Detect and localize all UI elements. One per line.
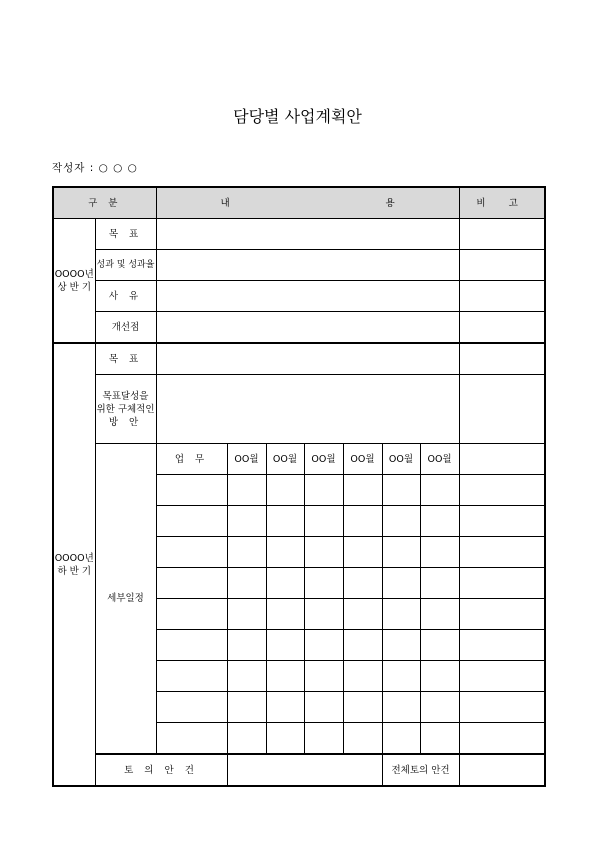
first-half-reason-note[interactable] — [459, 281, 545, 312]
first-half-result-note[interactable] — [459, 250, 545, 281]
schedule-task-cell[interactable] — [156, 568, 227, 599]
first-half-reason-label: 사 유 — [95, 281, 156, 312]
page-title: 담당별 사업계획안 — [233, 107, 362, 126]
footer-overall-agenda-content[interactable] — [459, 754, 545, 786]
plan-label-line1: 목표달성을 — [102, 390, 149, 402]
schedule-cell[interactable] — [382, 599, 420, 630]
schedule-note-cell[interactable] — [459, 599, 545, 630]
second-half-goal-note[interactable] — [459, 343, 545, 375]
schedule-cell[interactable] — [343, 537, 382, 568]
schedule-task-cell[interactable] — [156, 692, 227, 723]
schedule-cell[interactable] — [227, 692, 266, 723]
schedule-cell[interactable] — [420, 723, 459, 755]
schedule-cell[interactable] — [382, 661, 420, 692]
schedule-cell[interactable] — [382, 537, 420, 568]
footer-row — [53, 754, 545, 786]
schedule-note-cell[interactable] — [459, 661, 545, 692]
schedule-month-4: OO월 — [343, 444, 382, 475]
header-naeyong — [156, 187, 459, 219]
schedule-note-cell[interactable] — [459, 568, 545, 599]
header-naeyong-right: 용 — [385, 197, 395, 209]
second-half-label-period: 하 반 기 — [57, 565, 92, 577]
schedule-cell[interactable] — [382, 692, 420, 723]
schedule-header-row — [53, 444, 545, 475]
schedule-cell[interactable] — [266, 568, 304, 599]
schedule-cell[interactable] — [304, 723, 343, 755]
schedule-month-1: OO월 — [227, 444, 266, 475]
second-half-plan-content[interactable] — [156, 375, 459, 444]
schedule-cell[interactable] — [343, 475, 382, 506]
schedule-task-cell[interactable] — [156, 599, 227, 630]
schedule-cell[interactable] — [420, 568, 459, 599]
schedule-cell[interactable] — [343, 661, 382, 692]
first-half-goal-note[interactable] — [459, 219, 545, 250]
schedule-cell[interactable] — [343, 692, 382, 723]
schedule-cell[interactable] — [343, 723, 382, 755]
footer-overall-agenda-label: 전체토의 안건 — [382, 754, 459, 786]
schedule-cell[interactable] — [420, 537, 459, 568]
schedule-cell[interactable] — [382, 723, 420, 755]
schedule-month-3: OO월 — [304, 444, 343, 475]
schedule-cell[interactable] — [420, 475, 459, 506]
schedule-note-cell[interactable] — [459, 723, 545, 755]
schedule-task-cell[interactable] — [156, 537, 227, 568]
schedule-cell[interactable] — [227, 506, 266, 537]
schedule-cell[interactable] — [227, 537, 266, 568]
schedule-cell[interactable] — [420, 599, 459, 630]
schedule-cell[interactable] — [343, 568, 382, 599]
schedule-cell[interactable] — [420, 506, 459, 537]
schedule-cell[interactable] — [266, 692, 304, 723]
schedule-cell[interactable] — [304, 475, 343, 506]
second-half-goal-label: 목 표 — [95, 343, 156, 375]
second-half-plan-label — [95, 375, 156, 444]
first-half-row-result — [53, 250, 545, 281]
first-half-result-label: 성과 및 성과율 — [95, 250, 156, 281]
schedule-cell[interactable] — [227, 630, 266, 661]
schedule-note-cell[interactable] — [459, 537, 545, 568]
schedule-cell[interactable] — [382, 568, 420, 599]
schedule-task-header: 업 무 — [156, 444, 227, 475]
footer-agenda-label: 토 의 안 건 — [95, 754, 227, 786]
schedule-cell[interactable] — [304, 661, 343, 692]
schedule-cell[interactable] — [343, 599, 382, 630]
schedule-header-note[interactable] — [459, 444, 545, 475]
schedule-cell[interactable] — [304, 537, 343, 568]
author-line: 작성자 : ○ ○ ○ — [52, 162, 138, 174]
schedule-label: 세부일정 — [95, 444, 156, 755]
schedule-note-cell[interactable] — [459, 475, 545, 506]
schedule-task-cell[interactable] — [156, 630, 227, 661]
first-half-reason-content[interactable] — [156, 281, 459, 312]
schedule-month-6: OO월 — [420, 444, 459, 475]
first-half-improve-content[interactable] — [156, 312, 459, 344]
second-half-plan-note[interactable] — [459, 375, 545, 444]
schedule-cell[interactable] — [227, 568, 266, 599]
schedule-cell[interactable] — [227, 475, 266, 506]
schedule-cell[interactable] — [382, 630, 420, 661]
footer-agenda-content[interactable] — [227, 754, 382, 786]
first-half-goal-content[interactable] — [156, 219, 459, 250]
schedule-note-cell[interactable] — [459, 692, 545, 723]
first-half-row-goal — [53, 219, 545, 250]
second-half-row-plan — [53, 375, 545, 444]
first-half-row-improve — [53, 312, 545, 344]
schedule-cell[interactable] — [420, 630, 459, 661]
schedule-cell[interactable] — [420, 692, 459, 723]
header-naeyong-left: 내 — [220, 197, 230, 209]
schedule-task-cell[interactable] — [156, 475, 227, 506]
first-half-improve-note[interactable] — [459, 312, 545, 344]
schedule-cell[interactable] — [420, 661, 459, 692]
schedule-cell[interactable] — [343, 630, 382, 661]
schedule-cell[interactable] — [266, 506, 304, 537]
schedule-cell[interactable] — [227, 661, 266, 692]
schedule-cell[interactable] — [266, 630, 304, 661]
schedule-task-cell[interactable] — [156, 723, 227, 755]
first-half-label — [53, 219, 95, 344]
schedule-cell[interactable] — [266, 475, 304, 506]
schedule-task-cell[interactable] — [156, 506, 227, 537]
schedule-cell[interactable] — [304, 599, 343, 630]
schedule-cell[interactable] — [382, 506, 420, 537]
schedule-cell[interactable] — [304, 568, 343, 599]
schedule-cell[interactable] — [227, 599, 266, 630]
schedule-cell[interactable] — [304, 506, 343, 537]
business-plan-form — [52, 186, 546, 787]
schedule-task-cell[interactable] — [156, 661, 227, 692]
second-half-label — [53, 343, 95, 786]
first-half-label-year: OOOO년 — [54, 268, 94, 280]
schedule-cell[interactable] — [266, 599, 304, 630]
schedule-note-cell[interactable] — [459, 630, 545, 661]
schedule-cell[interactable] — [343, 506, 382, 537]
first-half-goal-label: 목 표 — [95, 219, 156, 250]
header-bigo: 비 고 — [459, 187, 545, 219]
schedule-cell[interactable] — [382, 475, 420, 506]
first-half-result-content[interactable] — [156, 250, 459, 281]
plan-label-line2: 위한 구체적인 — [96, 403, 155, 415]
second-half-row-goal — [53, 343, 545, 375]
schedule-cell[interactable] — [304, 692, 343, 723]
schedule-cell[interactable] — [266, 723, 304, 755]
second-half-goal-content[interactable] — [156, 343, 459, 375]
header-gubun: 구 분 — [53, 187, 156, 219]
first-half-label-period: 상 반 기 — [57, 281, 92, 293]
header-row — [53, 187, 545, 219]
schedule-cell[interactable] — [266, 661, 304, 692]
schedule-cell[interactable] — [227, 723, 266, 755]
schedule-month-2: OO월 — [266, 444, 304, 475]
schedule-cell[interactable] — [266, 537, 304, 568]
second-half-label-year: OOOO년 — [54, 552, 94, 564]
schedule-month-5: OO월 — [382, 444, 420, 475]
first-half-improve-label: 개선점 — [95, 312, 156, 344]
schedule-note-cell[interactable] — [459, 506, 545, 537]
plan-label-line3: 방 안 — [108, 416, 143, 428]
schedule-cell[interactable] — [304, 630, 343, 661]
first-half-row-reason — [53, 281, 545, 312]
